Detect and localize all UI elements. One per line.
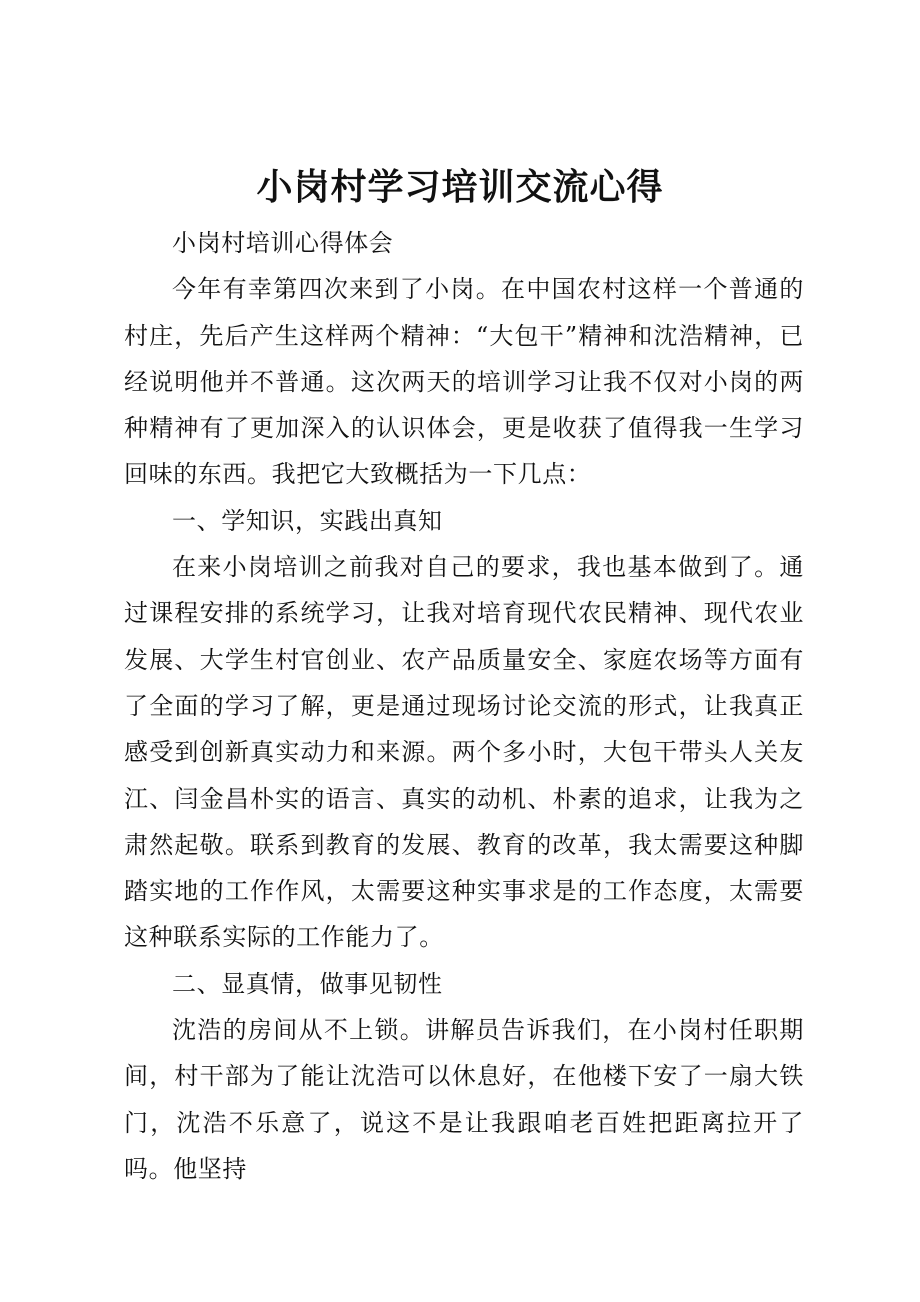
document-body xyxy=(124,220,804,1192)
section-heading: 一、学知识，实践出真知 xyxy=(172,506,443,535)
body-paragraph: 沈浩的房间从不上锁。讲解员告诉我们，在小岗村任职期间，村干部为了能让沈浩可以休息好，在他楼下安了一扇大铁门，沈浩不乐意了，说这不是让我跟咱老百姓把距离拉开了吗。他坚持 xyxy=(124,1016,804,1183)
body-paragraph: 今年有幸第四次来到了小岗。在中国农村这样一个普通的村庄，先后产生这样两个精神：“大包干”精神和沈浩精神，已经说明他并不普通。这次两天的培训学习让我不仅对小岗的两种精神有了更加深入的认识体会，更是收获了值得我一生学习回味的东西。我把它大致概括为一下几点： xyxy=(124,275,804,489)
document-title: 小岗村学习培训交流心得 xyxy=(256,166,664,208)
body-paragraph: 在来小岗培训之前我对自己的要求，我也基本做到了。通过课程安排的系统学习，让我对培育现代农民精神、现代农业发展、大学生村官创业、农产品质量安全、家庭农场等方面有了全面的学习了解，更是通过现场讨论交流的形式，让我真正感受到创新真实动力和来源。两个多小时，大包干带头人关友江、闫金昌朴实的语言、真实的动机、朴素的追求，让我为之肃然起敬。联系到教育的发展、教育的改革，我太需要这种脚踏实地的工作作风，太需要这种实事求是的工作态度，太需要这种联系实际的工作能力了。 xyxy=(124,553,804,952)
section-heading: 二、显真情，做事见韧性 xyxy=(172,969,443,998)
subtitle-paragraph: 小岗村培训心得体会 xyxy=(172,229,394,257)
